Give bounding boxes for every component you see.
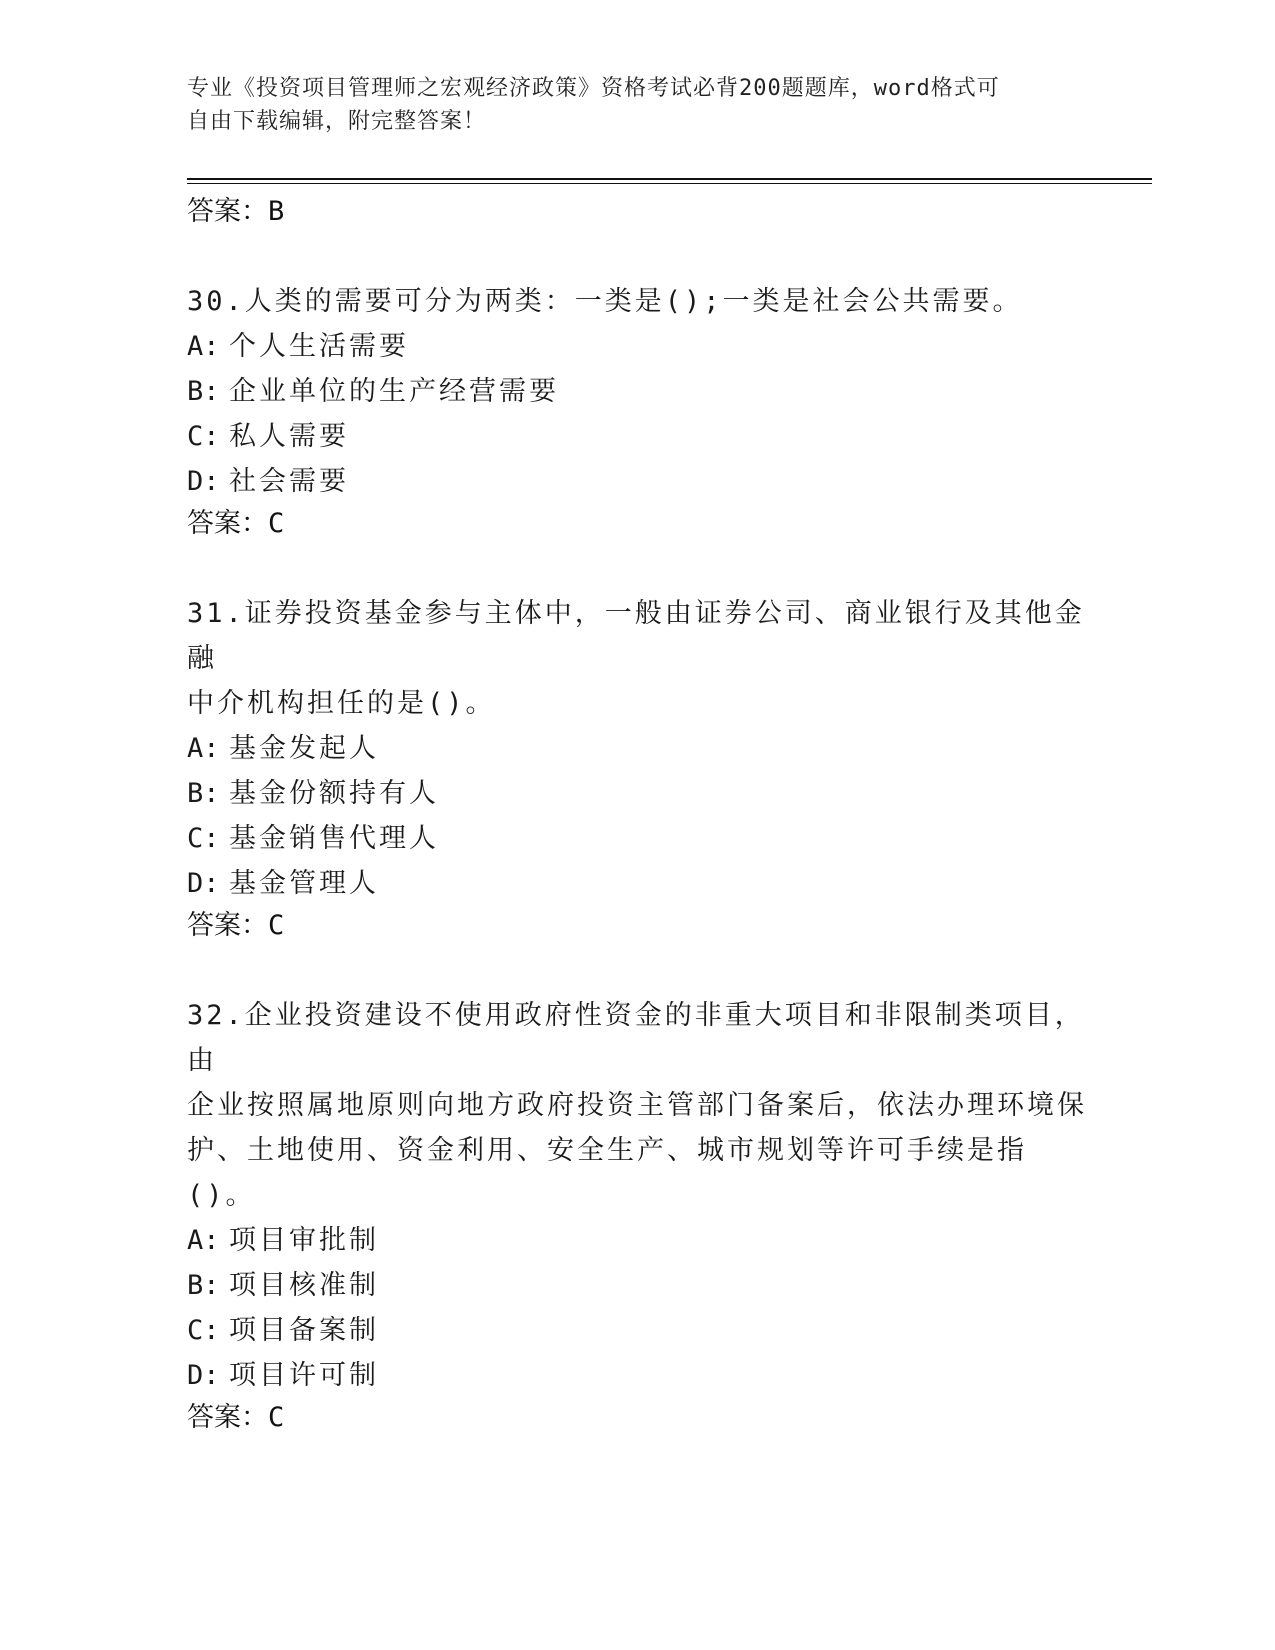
answer-line <box>187 906 1087 946</box>
option-key: A: <box>187 733 220 764</box>
answer-label: 答案： <box>187 508 268 539</box>
option-key: B: <box>187 1270 220 1301</box>
option-d <box>187 861 1087 906</box>
option-key: C: <box>187 421 220 452</box>
option-a <box>187 726 1087 771</box>
option-text: 个人生活需要 <box>229 331 409 362</box>
option-text: 项目核准制 <box>229 1270 379 1301</box>
answer-line <box>187 192 1087 232</box>
question-stem-line: 企业按照属地原则向地方政府投资主管部门备案后，依法办理环境保 <box>187 1090 1087 1121</box>
question-30 <box>187 279 1087 544</box>
answer-value: C <box>268 508 285 539</box>
question-stem-line: 护、土地使用、资金利用、安全生产、城市规划等许可手续是指()。 <box>187 1135 1027 1211</box>
answer-line <box>187 504 1087 544</box>
option-d <box>187 1353 1087 1398</box>
question-list <box>187 192 1087 1485</box>
option-text: 基金销售代理人 <box>229 823 439 854</box>
option-text: 企业单位的生产经营需要 <box>229 376 559 407</box>
option-text: 私人需要 <box>229 421 349 452</box>
header-line-2: 自由下载编辑，附完整答案！ <box>187 109 487 134</box>
option-key: D: <box>187 868 220 899</box>
question-stem-line: 30.人类的需要可分为两类：一类是();一类是社会公共需要。 <box>187 286 1023 317</box>
question-32 <box>187 993 1087 1438</box>
option-text: 社会需要 <box>229 466 349 497</box>
answer-label: 答案： <box>187 196 268 227</box>
header-divider-thick <box>187 178 1152 180</box>
option-b <box>187 771 1087 816</box>
option-key: B: <box>187 376 220 407</box>
question-stem-line: 31.证券投资基金参与主体中，一般由证券公司、商业银行及其他金融 <box>187 598 1085 674</box>
option-text: 基金管理人 <box>229 868 379 899</box>
option-c <box>187 414 1087 459</box>
question-31 <box>187 591 1087 946</box>
question-stem-line: 中介机构担任的是()。 <box>187 688 496 719</box>
option-c <box>187 816 1087 861</box>
option-c <box>187 1308 1087 1353</box>
question-stem-line: 32.企业投资建设不使用政府性资金的非重大项目和非限制类项目，由 <box>187 1000 1085 1076</box>
answer-value: B <box>268 196 285 227</box>
option-text: 基金发起人 <box>229 733 379 764</box>
option-text: 项目许可制 <box>229 1360 379 1391</box>
document-header <box>187 72 1067 138</box>
option-a <box>187 1218 1087 1263</box>
option-text: 基金份额持有人 <box>229 778 439 809</box>
option-key: A: <box>187 1225 220 1256</box>
answer-label: 答案： <box>187 910 268 941</box>
option-key: C: <box>187 823 220 854</box>
option-b <box>187 1263 1087 1308</box>
option-a <box>187 324 1087 369</box>
option-key: A: <box>187 331 220 362</box>
option-b <box>187 369 1087 414</box>
header-divider-thin <box>187 183 1152 184</box>
answer-value: C <box>268 1402 285 1433</box>
answer-label: 答案： <box>187 1402 268 1433</box>
option-key: D: <box>187 1360 220 1391</box>
answer-line <box>187 1398 1087 1438</box>
answer-value: C <box>268 910 285 941</box>
header-line-1: 专业《投资项目管理师之宏观经济政策》资格考试必背200题题库，word格式可 <box>187 76 1000 101</box>
option-key: D: <box>187 466 220 497</box>
option-key: C: <box>187 1315 220 1346</box>
option-key: B: <box>187 778 220 809</box>
option-text: 项目审批制 <box>229 1225 379 1256</box>
option-text: 项目备案制 <box>229 1315 379 1346</box>
option-d <box>187 459 1087 504</box>
